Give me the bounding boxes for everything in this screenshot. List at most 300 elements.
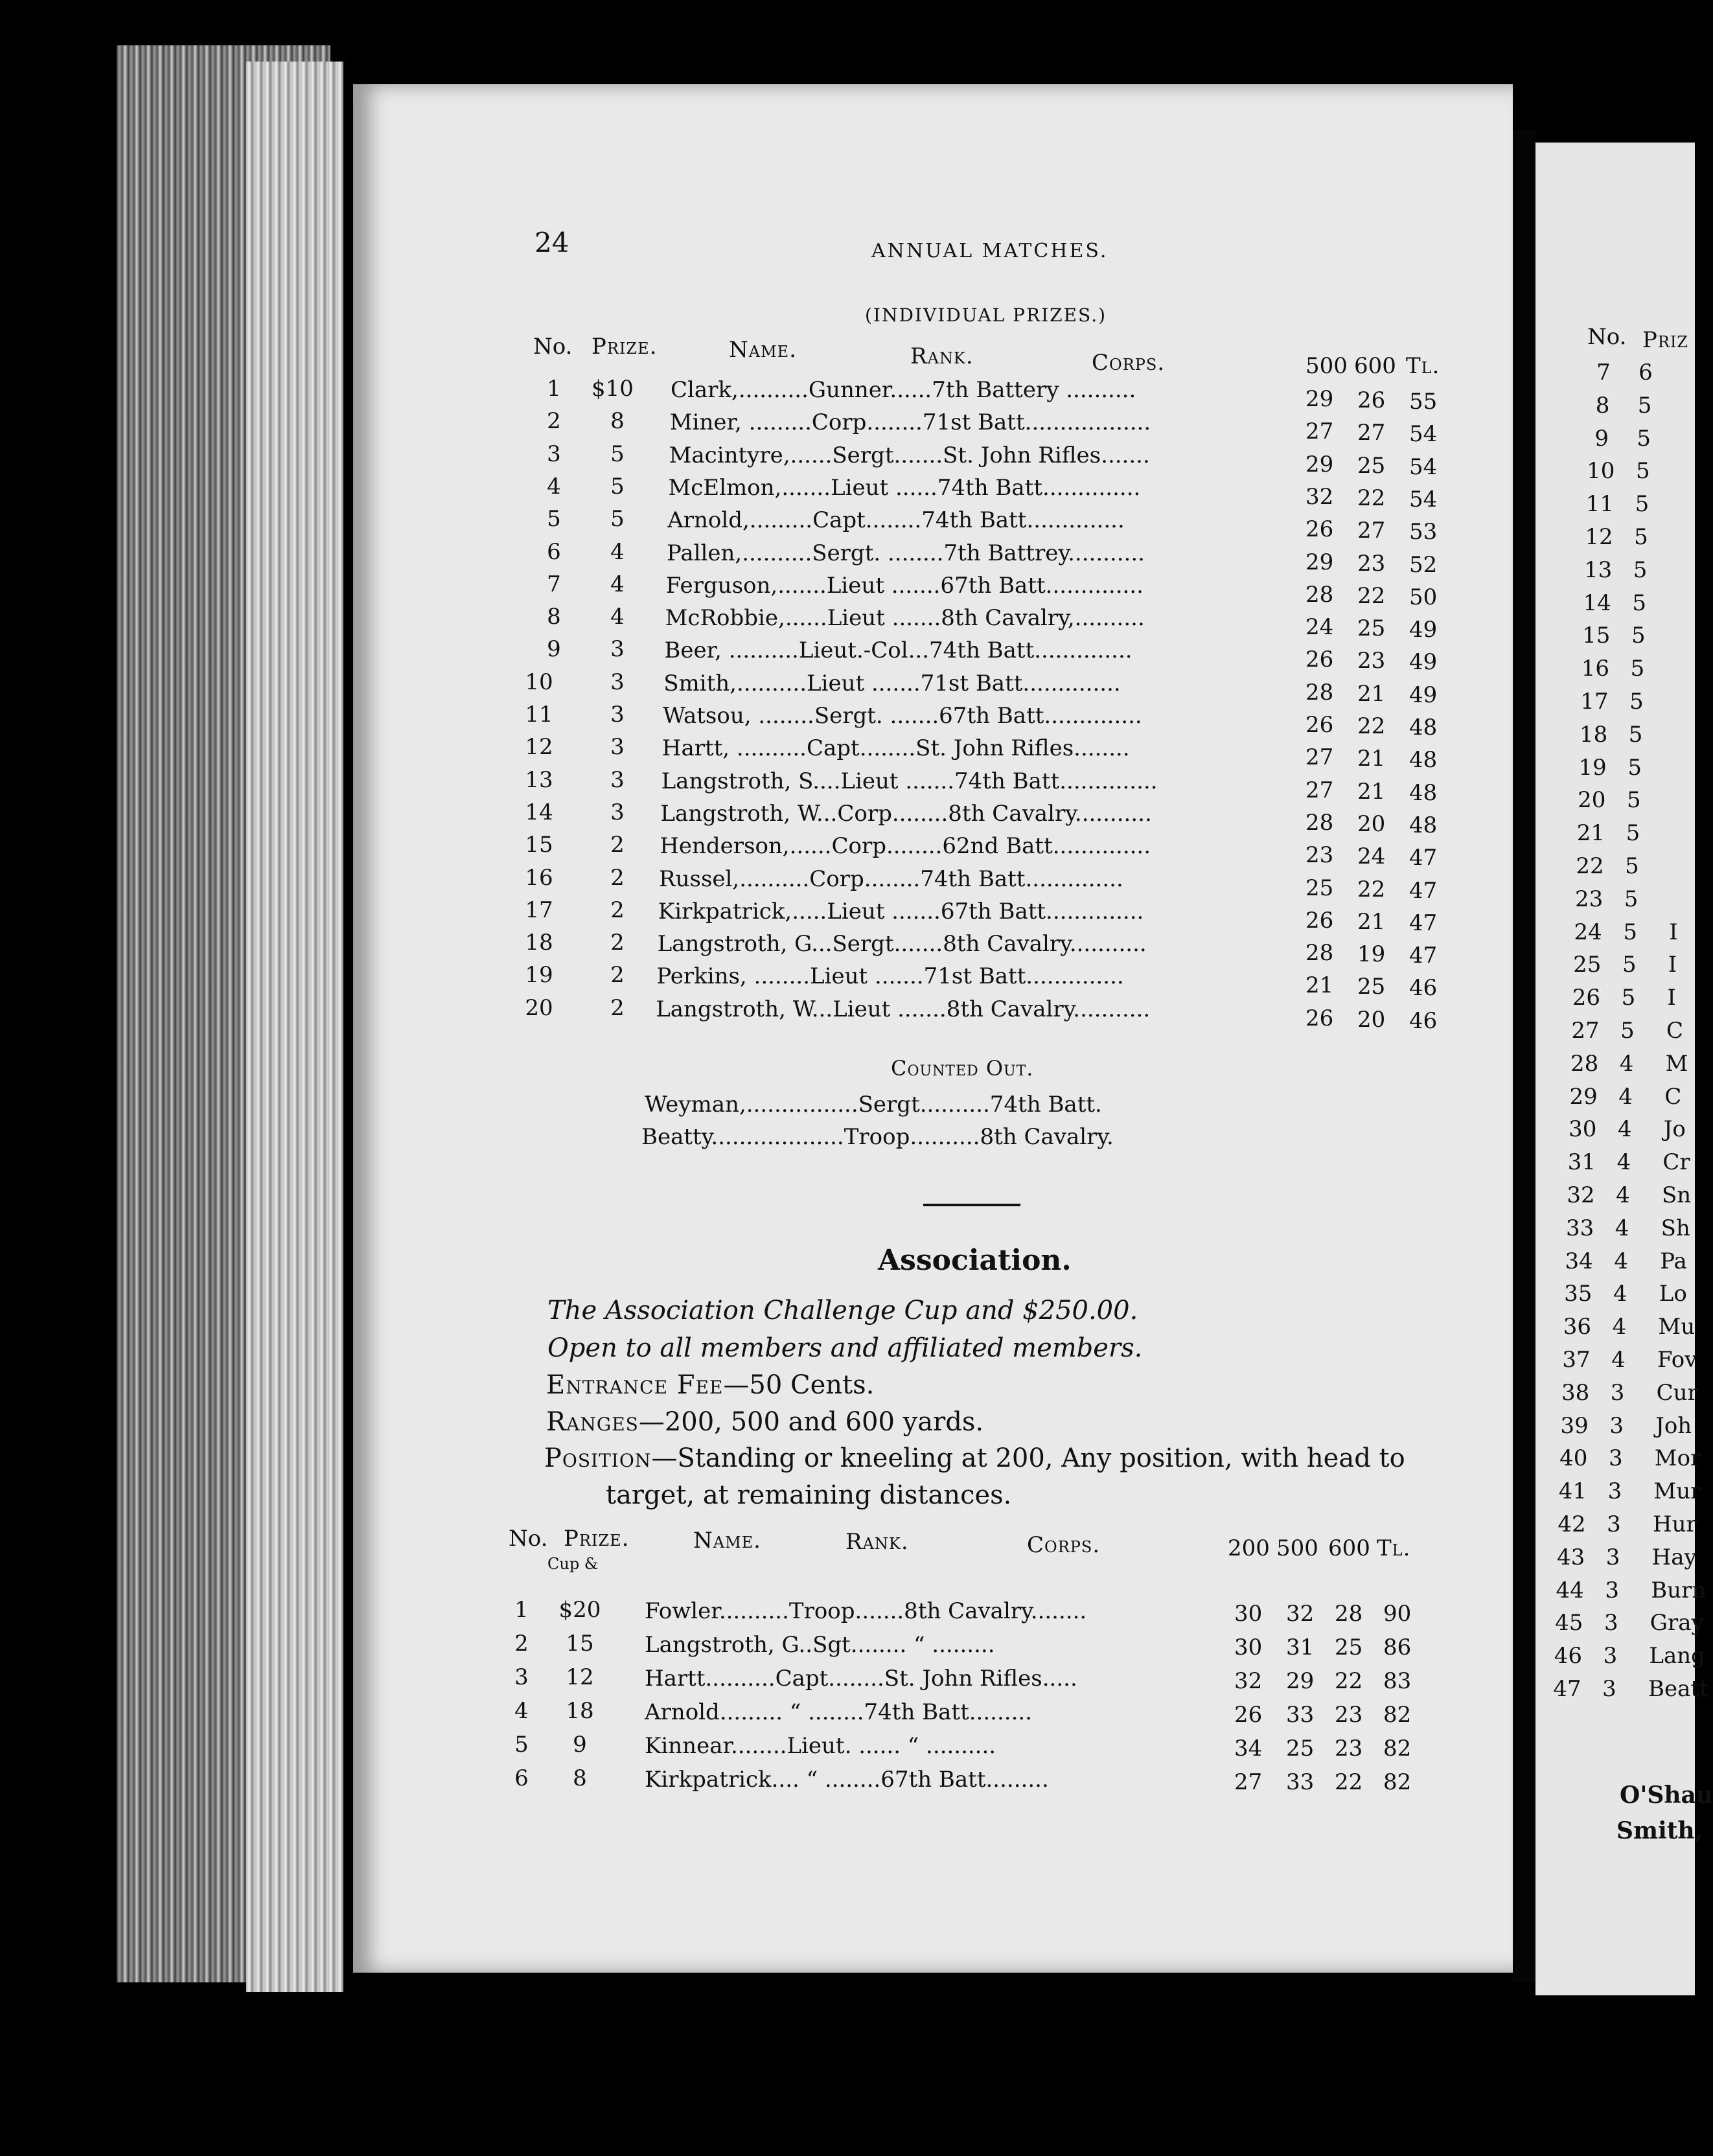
row-entry: Beer, ..........Lieut.-Col...74th Batt..............	[664, 637, 1132, 664]
row-prize: 4	[1615, 1215, 1629, 1241]
row-number: 7	[547, 571, 561, 597]
row-entry: Arnold......... “ ........74th Batt.........	[645, 1699, 1033, 1725]
counted-out-title: Counted Out.	[891, 1056, 1034, 1081]
row-score-500: 26	[1305, 712, 1334, 738]
row-entry: Langstroth, W...Lieut .......8th Cavalry...........	[656, 996, 1151, 1022]
row-prize: 3	[1605, 1544, 1620, 1570]
row-prize: 5	[610, 473, 625, 499]
row-entry: Hartt, ..........Capt........St. John Rifles........	[661, 735, 1130, 762]
row-number: 28	[1570, 1050, 1599, 1077]
row-name-fragment: M	[1665, 1050, 1688, 1077]
row-number: 7	[1596, 360, 1611, 385]
row-entry: Clark,..........Gunner......7th Battery ..........	[671, 377, 1136, 403]
row-name-fragment: Hay	[1651, 1544, 1697, 1570]
assoc-header-200: 200	[1228, 1535, 1270, 1561]
row-score-600: 19	[1357, 941, 1386, 968]
row-score-600: 22	[1357, 713, 1386, 739]
row-total: 46	[1409, 1007, 1438, 1034]
row-prize: 5	[1628, 721, 1643, 748]
row-name-fragment: I	[1668, 952, 1677, 978]
row-score-500: 31	[1286, 1634, 1315, 1660]
row-prize: 5	[1625, 853, 1639, 879]
running-head: ANNUAL MATCHES.	[871, 240, 1109, 262]
row-total: 54	[1409, 453, 1438, 480]
counted-out-row: Weyman,................Sergt..........74th Batt.	[645, 1092, 1102, 1118]
section-divider	[923, 1204, 1020, 1206]
row-number: 9	[547, 636, 561, 663]
row-prize: 3	[1605, 1577, 1619, 1603]
row-number: 34	[1565, 1248, 1593, 1274]
assoc-header-rank: Rank.	[845, 1529, 909, 1555]
row-number: 8	[1595, 392, 1610, 419]
assoc-header-500: 500	[1276, 1535, 1318, 1561]
counted-out-row: Beatty...................Troop..........8th Cavalry.	[641, 1124, 1114, 1150]
row-number: 10	[1587, 458, 1615, 485]
position-continued: target, at remaining distances.	[606, 1480, 1012, 1510]
row-name-fragment: Joh	[1655, 1412, 1692, 1439]
row-entry: Langstroth, S....Lieut .......74th Batt..............	[661, 768, 1158, 794]
row-total: 90	[1383, 1601, 1412, 1627]
row-entry: Russel,..........Corp........74th Batt..............	[659, 866, 1123, 892]
header-tl: Tl.	[1406, 353, 1440, 379]
row-score-500: 26	[1305, 647, 1334, 673]
assoc-header-tl: Tl.	[1377, 1535, 1411, 1561]
row-prize: 4	[1611, 1347, 1626, 1373]
row-score-600: 22	[1357, 485, 1386, 511]
row-total: 49	[1409, 649, 1438, 676]
row-prize: 5	[1637, 425, 1651, 452]
row-prize: 4	[1619, 1050, 1634, 1077]
row-entry: Smith,..........Lieut .......71st Batt..............	[663, 670, 1121, 696]
left-page	[353, 84, 1513, 1973]
row-prize: 5	[1622, 952, 1637, 978]
row-score-600: 22	[1357, 876, 1386, 902]
row-entry: Perkins, ........Lieut .......71st Batt..............	[656, 963, 1124, 990]
row-prize: 3	[1602, 1676, 1616, 1702]
row-entry: Henderson,......Corp........62nd Batt..............	[660, 833, 1151, 860]
row-entry: Kirkpatrick.... “ ........67th Batt.........	[645, 1767, 1049, 1793]
row-prize: 5	[610, 441, 625, 467]
row-total: 82	[1383, 1702, 1412, 1728]
row-name-fragment: Mu	[1658, 1314, 1696, 1340]
row-number: 13	[525, 766, 553, 793]
row-name-fragment: Fov	[1657, 1347, 1697, 1373]
row-number: 16	[1581, 656, 1610, 682]
row-score-500: 29	[1305, 451, 1334, 477]
row-total: 47	[1409, 943, 1438, 969]
row-number: 5	[547, 506, 561, 533]
row-prize: 3	[1608, 1445, 1623, 1472]
row-entry: McElmon,.......Lieut ......74th Batt..............	[668, 474, 1141, 501]
row-score-500: 28	[1305, 809, 1334, 836]
row-total: 47	[1409, 910, 1438, 936]
row-number: 18	[1579, 721, 1608, 748]
row-prize: 2	[610, 897, 625, 923]
row-prize: 5	[610, 506, 625, 533]
row-name-fragment: Sh	[1661, 1215, 1690, 1241]
row-total: 48	[1409, 747, 1438, 774]
row-name-fragment: Sn	[1662, 1182, 1692, 1208]
row-name-fragment: Burn	[1651, 1577, 1707, 1603]
row-prize: 5	[1631, 623, 1646, 649]
row-entry: Langstroth, G..Sgt........ “ .........	[645, 1632, 995, 1658]
facing-page	[1535, 143, 1713, 1995]
entrance-fee-value: —50 Cents.	[723, 1370, 875, 1400]
row-score-200: 34	[1234, 1736, 1263, 1761]
row-score-600: 24	[1357, 843, 1386, 870]
row-number: 29	[1569, 1083, 1598, 1110]
row-score-600: 25	[1357, 452, 1386, 479]
row-number: 37	[1562, 1347, 1591, 1373]
row-name-fragment: Hur	[1653, 1511, 1697, 1537]
row-prize: 4	[1612, 1314, 1627, 1340]
row-prize: 4	[610, 604, 625, 630]
assoc-header-no: No.	[509, 1526, 548, 1552]
row-number: 11	[1585, 491, 1615, 518]
row-total: 48	[1409, 779, 1438, 806]
row-number: 5	[514, 1732, 529, 1758]
row-number: 6	[514, 1765, 529, 1791]
row-name-fragment: C	[1664, 1083, 1682, 1110]
row-number: 14	[525, 799, 553, 825]
header-500: 500	[1305, 353, 1348, 379]
row-number: 46	[1554, 1643, 1583, 1669]
row-prize: 5	[1621, 985, 1636, 1011]
row-prize: $20	[558, 1597, 601, 1623]
row-prize: 2	[610, 994, 625, 1021]
row-name-fragment: I	[1669, 919, 1678, 945]
row-number: 3	[547, 441, 561, 467]
row-score-600: 22	[1357, 582, 1386, 609]
row-total: 54	[1409, 486, 1438, 512]
row-number: 1	[547, 376, 561, 402]
position-label: Position	[544, 1443, 652, 1473]
row-prize: 2	[610, 962, 625, 989]
row-number: 38	[1561, 1379, 1590, 1406]
row-prize: 5	[1630, 656, 1645, 682]
row-name-fragment: Cr	[1662, 1149, 1690, 1176]
row-number: 4	[514, 1698, 529, 1724]
row-score-500: 28	[1305, 940, 1334, 967]
row-score-500: 27	[1305, 777, 1334, 803]
row-number: 32	[1567, 1182, 1595, 1208]
row-prize: $10	[592, 376, 634, 402]
row-prize: 4	[610, 538, 625, 565]
row-entry: Hartt..........Capt........St. John Rifles.....	[645, 1666, 1077, 1692]
row-number: 13	[1583, 556, 1613, 583]
row-score-500: 33	[1286, 1702, 1315, 1728]
row-score-600: 25	[1357, 974, 1386, 1000]
row-number: 22	[1576, 853, 1604, 879]
row-prize: 4	[610, 571, 625, 597]
row-name-fragment: I	[1667, 985, 1676, 1011]
row-number: 41	[1558, 1478, 1587, 1505]
row-total: 55	[1409, 389, 1438, 415]
row-prize: 5	[1634, 524, 1648, 550]
row-prize: 9	[573, 1732, 587, 1758]
position	[544, 1443, 1405, 1473]
row-score-500: 24	[1305, 614, 1334, 641]
row-number: 18	[525, 930, 553, 956]
page-number: 24	[535, 227, 569, 258]
row-total: 50	[1409, 584, 1438, 610]
row-score-600: 26	[1357, 387, 1386, 413]
row-number: 35	[1564, 1281, 1592, 1307]
row-prize: 4	[1614, 1248, 1628, 1274]
row-score-500: 25	[1286, 1736, 1315, 1761]
row-number: 2	[514, 1631, 529, 1657]
row-number: 33	[1565, 1215, 1594, 1241]
row-name-fragment: Beatt	[1648, 1676, 1708, 1702]
row-name-fragment: Mur	[1653, 1478, 1701, 1505]
association-title: Association.	[878, 1244, 1072, 1277]
row-number: 11	[525, 702, 553, 728]
row-number: 45	[1555, 1610, 1583, 1636]
row-score-500: 26	[1305, 516, 1334, 543]
row-prize: 5	[1623, 919, 1637, 945]
row-prize: 3	[610, 636, 625, 663]
row-score-600: 23	[1335, 1702, 1363, 1728]
row-number: 8	[547, 604, 561, 630]
row-prize: 4	[1616, 1182, 1630, 1208]
row-prize: 5	[1633, 556, 1648, 583]
row-score-600: 21	[1357, 746, 1386, 772]
header-600: 600	[1354, 353, 1396, 379]
row-total: 83	[1383, 1668, 1412, 1694]
row-prize: 15	[566, 1631, 594, 1657]
row-score-600: 21	[1357, 778, 1386, 805]
row-score-600: 27	[1357, 518, 1386, 544]
row-prize: 5	[1626, 820, 1640, 847]
row-score-500: 28	[1305, 679, 1334, 705]
row-score-200: 26	[1234, 1702, 1263, 1728]
row-number: 19	[525, 962, 553, 989]
assoc-header-corps: Corps.	[1027, 1532, 1101, 1558]
row-total: 47	[1409, 845, 1438, 871]
row-entry: McRobbie,......Lieut .......8th Cavalry,..........	[665, 605, 1145, 632]
row-score-500: 23	[1305, 842, 1334, 869]
row-number: 36	[1563, 1314, 1592, 1340]
row-score-500: 26	[1305, 1005, 1334, 1031]
header-name: Name.	[729, 337, 797, 363]
row-score-200: 30	[1234, 1634, 1263, 1660]
row-prize: 5	[1627, 754, 1642, 781]
ranges-label: Ranges	[546, 1407, 639, 1437]
row-prize: 4	[1613, 1281, 1627, 1307]
row-number: 14	[1583, 590, 1611, 616]
row-score-500: 29	[1286, 1668, 1315, 1694]
row-score-200: 30	[1234, 1601, 1263, 1627]
row-score-600: 21	[1357, 908, 1386, 935]
row-prize: 3	[610, 766, 625, 793]
row-prize: 5	[1620, 1018, 1635, 1044]
row-score-500: 25	[1305, 875, 1334, 901]
row-entry: Kinnear........Lieut. ...... “ ..........	[645, 1733, 996, 1759]
row-number: 12	[1585, 524, 1613, 550]
row-prize: 4	[1617, 1116, 1632, 1143]
row-number: 20	[525, 994, 553, 1021]
row-prize: 3	[1604, 1610, 1618, 1636]
row-prize: 4	[1618, 1083, 1633, 1110]
row-score-600: 27	[1357, 420, 1386, 446]
row-number: 26	[1572, 985, 1601, 1011]
row-number: 47	[1553, 1676, 1581, 1702]
row-name-fragment: Lo	[1659, 1281, 1687, 1307]
row-number: 17	[525, 897, 553, 923]
row-prize: 5	[1632, 590, 1646, 616]
row-prize: 5	[1626, 787, 1641, 814]
row-total: 86	[1383, 1634, 1412, 1660]
row-name-fragment: Mor	[1654, 1445, 1701, 1472]
row-entry: Pallen,..........Sergt. ........7th Battrey...........	[667, 540, 1145, 566]
row-name-fragment: Pa	[1660, 1248, 1687, 1274]
row-entry: Kirkpatrick,.....Lieut .......67th Batt..............	[658, 898, 1144, 924]
row-number: 16	[525, 864, 553, 891]
row-prize: 6	[1638, 360, 1653, 385]
row-total: 46	[1409, 975, 1438, 1002]
row-number: 9	[1594, 425, 1609, 452]
row-entry: Arnold,.........Capt........74th Batt..............	[667, 507, 1125, 534]
row-score-500: 33	[1286, 1769, 1315, 1795]
row-total: 82	[1383, 1769, 1412, 1795]
row-number: 10	[525, 669, 553, 695]
row-name-fragment: Jo	[1663, 1116, 1686, 1143]
row-prize: 3	[1603, 1643, 1618, 1669]
row-score-500: 29	[1305, 549, 1334, 575]
row-score-600: 25	[1357, 615, 1386, 642]
association-line-1: The Association Challenge Cup and $250.00.	[547, 1296, 1138, 1325]
row-prize: 3	[610, 799, 625, 825]
row-number: 15	[1582, 623, 1611, 649]
facing-header-no: No.	[1587, 324, 1627, 350]
facing-footer-1: O'Shau	[1620, 1782, 1713, 1809]
row-entry: Macintyre,......Sergt.......St. John Rifles.......	[669, 442, 1150, 468]
row-score-600: 25	[1335, 1634, 1363, 1660]
row-number: 25	[1573, 952, 1602, 978]
row-prize: 3	[1607, 1511, 1621, 1537]
row-score-600: 23	[1335, 1736, 1363, 1761]
row-score-500: 28	[1305, 581, 1334, 608]
row-prize: 8	[573, 1765, 587, 1791]
row-number: 40	[1559, 1445, 1588, 1472]
row-prize: 3	[1609, 1412, 1624, 1439]
row-prize: 5	[1637, 392, 1652, 419]
row-score-600: 22	[1335, 1668, 1363, 1694]
row-total: 53	[1409, 519, 1438, 545]
entrance-fee-label: Entrance Fee	[546, 1370, 724, 1400]
assoc-header-600: 600	[1328, 1535, 1370, 1561]
row-prize: 2	[610, 930, 625, 956]
row-number: 17	[1580, 689, 1609, 715]
row-total: 54	[1409, 421, 1438, 448]
row-prize: 12	[566, 1664, 594, 1690]
row-name-fragment: Lang	[1649, 1643, 1705, 1669]
entrance-fee	[546, 1370, 874, 1400]
row-total: 47	[1409, 877, 1438, 904]
facing-header-prize: Priz	[1642, 327, 1689, 353]
row-total: 48	[1409, 812, 1438, 838]
association-line-2: Open to all members and affiliated members.	[547, 1333, 1143, 1363]
row-score-600: 28	[1335, 1601, 1363, 1627]
row-number: 43	[1556, 1544, 1585, 1570]
assoc-header-name: Name.	[693, 1528, 761, 1554]
assoc-header-prize-sub: Cup &	[547, 1555, 599, 1573]
row-number: 44	[1556, 1577, 1584, 1603]
row-number: 31	[1567, 1149, 1596, 1176]
row-number: 1	[514, 1597, 529, 1623]
row-score-600: 20	[1357, 810, 1386, 837]
row-number: 39	[1560, 1412, 1589, 1439]
row-number: 24	[1574, 919, 1602, 945]
row-score-500: 29	[1305, 386, 1334, 412]
row-number: 19	[1578, 754, 1607, 781]
row-entry: Langstroth, G...Sergt.......8th Cavalry...........	[657, 931, 1147, 958]
row-score-600: 23	[1357, 550, 1386, 577]
row-score-600: 20	[1357, 1006, 1386, 1033]
row-prize: 5	[1635, 458, 1650, 485]
row-number: 2	[547, 408, 561, 435]
ranges-value: —200, 500 and 600 yards.	[638, 1407, 984, 1437]
row-prize: 3	[1610, 1379, 1625, 1406]
row-prize: 4	[1616, 1149, 1631, 1176]
row-entry: Fowler..........Troop.......8th Cavalry........	[645, 1598, 1087, 1624]
row-number: 6	[547, 538, 561, 565]
row-score-500: 26	[1305, 907, 1334, 934]
row-prize: 5	[1629, 689, 1644, 715]
row-number: 23	[1574, 886, 1604, 912]
row-total: 49	[1409, 617, 1438, 643]
row-score-500: 27	[1305, 744, 1334, 771]
row-name-fragment: Cur	[1656, 1379, 1698, 1406]
row-number: 42	[1558, 1511, 1586, 1537]
row-score-500: 27	[1305, 419, 1334, 445]
row-prize: 2	[610, 832, 625, 858]
header-no: No.	[533, 334, 573, 360]
row-number: 30	[1569, 1116, 1597, 1143]
row-number: 21	[1576, 820, 1605, 847]
row-entry: Miner, .........Corp........71st Batt..................	[669, 409, 1151, 436]
row-prize: 2	[610, 864, 625, 891]
row-total: 52	[1409, 551, 1438, 578]
row-name-fragment: C	[1666, 1018, 1684, 1044]
row-prize: 3	[610, 702, 625, 728]
row-prize: 3	[610, 734, 625, 761]
header-corps: Corps.	[1092, 350, 1166, 376]
row-total: 82	[1383, 1736, 1412, 1761]
row-prize: 8	[610, 408, 625, 435]
row-number: 4	[547, 473, 561, 499]
row-entry: Watsou, ........Sergt. .......67th Batt..............	[663, 703, 1142, 729]
row-prize: 5	[1624, 886, 1638, 912]
row-score-600: 23	[1357, 648, 1386, 674]
row-number: 3	[514, 1664, 529, 1690]
facing-footer-2: Smith,	[1616, 1817, 1703, 1844]
row-entry: Langstroth, W...Corp........8th Cavalry...........	[660, 800, 1152, 827]
row-total: 48	[1409, 715, 1438, 740]
row-score-200: 27	[1234, 1769, 1263, 1795]
row-prize: 18	[566, 1698, 594, 1724]
header-prize: Prize.	[592, 334, 658, 360]
row-score-500: 32	[1305, 483, 1334, 510]
row-score-500: 21	[1305, 972, 1334, 999]
ranges	[546, 1407, 983, 1437]
row-name-fragment: Gray	[1650, 1610, 1704, 1636]
header-rank: Rank.	[910, 343, 974, 369]
row-entry: Ferguson,.......Lieut .......67th Batt..............	[665, 572, 1144, 599]
book-gutter	[1513, 130, 1535, 1982]
row-prize: 3	[610, 669, 625, 695]
row-prize: 5	[1635, 491, 1650, 518]
